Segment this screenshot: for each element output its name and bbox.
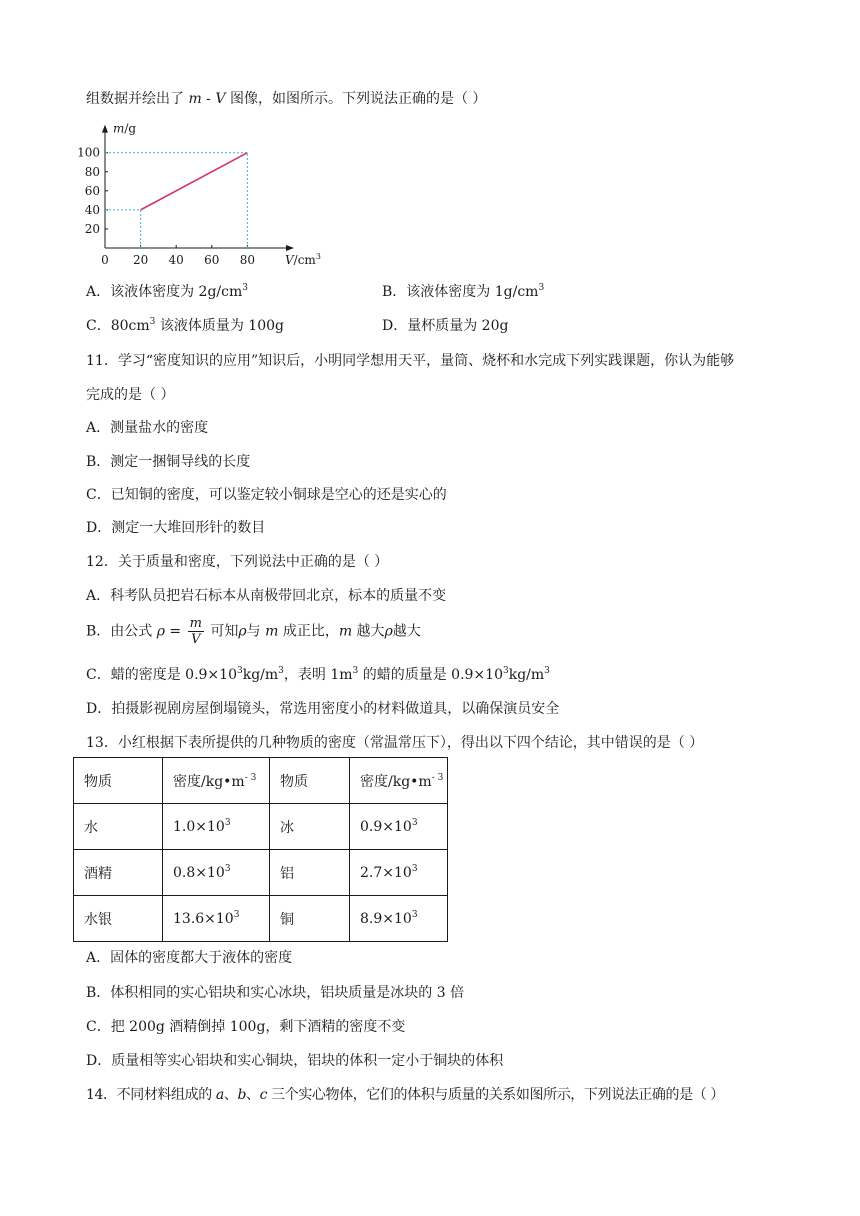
- q13-stem: 13．小红根据下表所提供的几种物质的密度（常温常压下），得出以下四个结论，其中错误的是（ ）: [86, 735, 704, 751]
- table-cell: $8.9\times 10^3$: [350, 896, 448, 942]
- q12-option-b: B．由公式 ρ = $\frac{m}{V}$ 可知ρ与 m 成正比，m 越大ρ越大: [86, 616, 421, 647]
- y-axis-arrow: [102, 125, 108, 133]
- q11-option-d: D．测定一大堆回形针的数目: [86, 520, 266, 536]
- table-cell: 水: [74, 804, 163, 850]
- x-tick-label: 0: [101, 253, 109, 267]
- x-tick-label: 20: [132, 253, 149, 267]
- m-v-chart: [77, 116, 340, 276]
- q13-option-b: B．体积相同的实心铝块和实心冰块，铝块质量是冰块的 3 倍: [86, 985, 465, 1001]
- y-tick-label: 100: [77, 145, 100, 160]
- table-cell: $0.8\times 10^3$: [163, 850, 270, 896]
- y-tick-label: 40: [84, 202, 100, 217]
- q11-option-b: B．测定一捆铜导线的长度: [86, 454, 251, 470]
- q13-option-c: C．把 200g 酒精倒掉 100g，剩下酒精的密度不变: [86, 1019, 406, 1035]
- q12-option-d: D．拍摄影视剧房屋倒塌镜头，常选用密度小的材料做道具，以确保演员安全: [86, 701, 560, 717]
- q13-option-a: A．固体的密度都大于液体的密度: [86, 950, 293, 966]
- x-tick-label: 40: [168, 253, 184, 267]
- table-cell: 水银: [74, 896, 163, 942]
- q12-option-c: C．蜡的密度是 $0.9\times 10^3kg/m^3$，表明 $1m^3$ 的蜡的质量是 $0.9\times 10^3kg/m^3$: [86, 666, 550, 683]
- x-axis-arrow: [286, 245, 294, 251]
- table-header-cell: 物质: [270, 758, 350, 804]
- y-tick-label: 60: [84, 183, 100, 198]
- q11-option-c: C．已知铜的密度，可以鉴定较小铜球是空心的还是实心的: [86, 487, 447, 503]
- q12-stem: 12．关于质量和密度，下列说法中正确的是（ ）: [86, 554, 389, 570]
- q11-stem-line1: 11．学习“密度知识的应用”知识后，小明同学想用天平，量筒、烧杯和水完成下列实践课题，你认为能够: [86, 353, 735, 369]
- q10-option-a: A．该液体密度为 $2g/cm^3$: [86, 283, 248, 300]
- table-cell: 铜: [270, 896, 350, 942]
- table-row: [74, 804, 448, 850]
- q11-option-a: A．测量盐水的密度: [86, 420, 209, 436]
- density-formula-fraction: $\frac{m}{V}$: [189, 616, 202, 647]
- q14-stem: 14．不同材料组成的 a、b、c 三个实心物体，它们的体积与质量的关系如图所示，下列说法正确的是（ ）: [86, 1087, 724, 1103]
- table-cell: $1.0\times 10^3$: [163, 804, 270, 850]
- table-cell: $2.7\times 10^3$: [350, 850, 448, 896]
- y-axis-label: m/g: [113, 121, 137, 136]
- x-axis-label: $V/cm^3$: [285, 252, 321, 267]
- table-header-row: [74, 758, 448, 804]
- y-tick-label: 20: [84, 221, 100, 236]
- q10-option-c: C．$80cm^3$ 该液体质量为 100g: [86, 317, 284, 334]
- table-cell: 酒精: [74, 850, 163, 896]
- q10-option-d: D．量杯质量为 20g: [382, 318, 509, 334]
- table-cell: 铝: [270, 850, 350, 896]
- table-cell: $0.9\times 10^3$: [350, 804, 448, 850]
- table-header-cell: 物质: [74, 758, 163, 804]
- q10-stem: 组数据并绘出了 m - V 图像，如图所示。下列说法正确的是（ ）: [86, 91, 487, 107]
- table-cell: 冰: [270, 804, 350, 850]
- table-row: [74, 850, 448, 896]
- table-row: [74, 896, 448, 942]
- q13-option-d: D．质量相等实心铝块和实心铜块，铝块的体积一定小于铜块的体积: [86, 1053, 504, 1069]
- y-tick-label: 80: [84, 164, 100, 179]
- x-tick-label: 80: [239, 253, 256, 267]
- q12-option-a: A．科考队员把岩石标本从南极带回北京，标本的质量不变: [86, 588, 447, 604]
- density-table: [73, 757, 448, 942]
- x-tick-label: 60: [204, 253, 220, 267]
- q11-stem-line2: 完成的是（ ）: [86, 387, 175, 403]
- series-line: [141, 153, 248, 210]
- q10-option-b: B．该液体密度为 $1g/cm^3$: [382, 283, 545, 300]
- table-cell: $13.6\times 10^3$: [163, 896, 270, 942]
- table-header-cell: 密度$/kg•m^{- 3}$: [350, 758, 448, 804]
- table-header-cell: 密度$/kg•m^{- 3}$: [163, 758, 270, 804]
